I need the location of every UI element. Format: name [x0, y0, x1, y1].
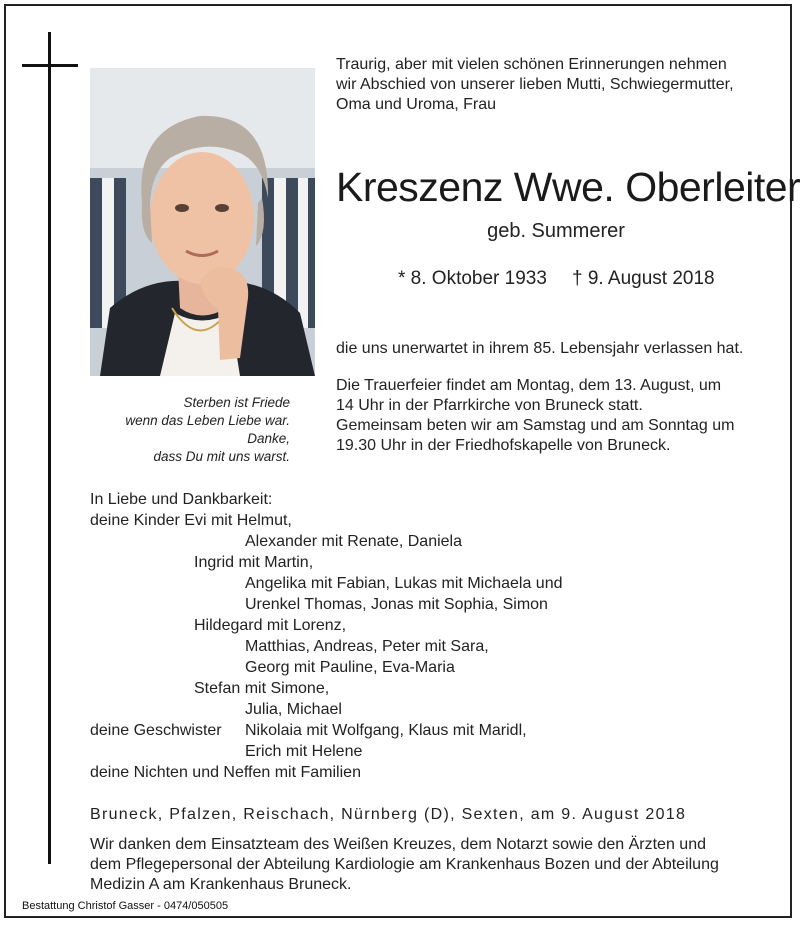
cross-icon-bar: [22, 64, 78, 67]
mourner-line: [90, 763, 780, 784]
thanks-line: dem Pflegepersonal der Abteilung Kardiologie am Krankenhaus Bozen und der Abteilung: [90, 856, 719, 873]
birth-date: * 8. Oktober 1933: [398, 268, 547, 289]
mourner-line: [90, 658, 780, 679]
mourner-group: deine Kinder Evi mit Helmut,: [90, 512, 292, 529]
places-date: Bruneck, Pfalzen, Reischach, Nürnberg (D), Sexten, am 9. August 2018: [90, 806, 687, 823]
mourner-names: Nikolaia mit Wolfgang, Klaus mit Maridl,: [245, 722, 527, 739]
portrait-illustration: [90, 68, 315, 376]
mourner-line: [90, 679, 780, 700]
mourner-names: Matthias, Andreas, Peter mit Sara,: [245, 638, 489, 655]
deceased-name: Kreszenz Wwe. Oberleiter: [336, 164, 800, 210]
intro-line: Oma und Uroma, Frau: [336, 96, 497, 113]
death-date: † 9. August 2018: [572, 268, 715, 289]
quote-line: Sterben ist Friede: [183, 395, 290, 410]
mourner-group: deine Geschwister: [90, 722, 222, 739]
mourner-line: [90, 532, 780, 553]
mourner-group: deine Nichten und Neffen mit Familien: [90, 764, 361, 781]
quote-line: wenn das Leben Liebe war.: [125, 413, 290, 428]
portrait-photo: [90, 68, 315, 376]
mourner-names: Alexander mit Renate, Daniela: [245, 533, 463, 550]
mourner-line: [90, 721, 780, 742]
mourner-line: [90, 700, 780, 721]
funeral-line: Die Trauerfeier findet am Montag, dem 13. August, um: [336, 377, 722, 394]
mourner-line: [90, 553, 780, 574]
quote-line: dass Du mit uns warst.: [153, 449, 290, 464]
mourners-list: [90, 490, 780, 784]
mourner-names: Erich mit Helene: [245, 743, 363, 760]
mourner-line: [90, 574, 780, 595]
mourner-line: [90, 511, 780, 532]
mourner-names: Urenkel Thomas, Jonas mit Sophia, Simon: [245, 596, 548, 613]
mourner-names: Julia, Michael: [245, 701, 342, 718]
mourner-names: Angelika mit Fabian, Lukas mit Michaela und: [245, 575, 563, 592]
departure-text: die uns unerwartet in ihrem 85. Lebensjahr verlassen hat.: [336, 340, 744, 357]
farewell-quote: [90, 394, 290, 466]
mourner-group: Stefan mit Simone,: [194, 680, 330, 697]
funeral-line: 14 Uhr in der Pfarrkirche von Bruneck statt.: [336, 397, 643, 414]
maiden-name: geb. Summerer: [487, 220, 625, 242]
mourners-heading: In Liebe und Dankbarkeit:: [90, 491, 273, 508]
quote-line: Danke,: [247, 431, 290, 446]
mourner-line: [90, 637, 780, 658]
mourner-line: [90, 616, 780, 637]
mourner-line: [90, 742, 780, 763]
funeral-info: [336, 376, 781, 456]
thanks-line: Wir danken dem Einsatzteam des Weißen Kreuzes, dem Notarzt sowie den Ärzten und: [90, 836, 706, 853]
funeral-line: 19.30 Uhr in der Friedhofskapelle von Bruneck.: [336, 437, 671, 454]
intro-line: Traurig, aber mit vielen schönen Erinnerungen nehmen: [336, 56, 727, 73]
cross-icon: [48, 32, 51, 864]
thanks-line: Medizin A am Krankenhaus Bruneck.: [90, 876, 352, 893]
mourner-group: Ingrid mit Martin,: [194, 554, 314, 571]
funeral-line: Gemeinsam beten wir am Samstag und am Sonntag um: [336, 417, 735, 434]
mourner-line: [90, 595, 780, 616]
funeral-home-credit: Bestattung Christof Gasser - 0474/050505: [22, 900, 229, 912]
intro-text: [336, 55, 776, 115]
intro-line: wir Abschied von unserer lieben Mutti, Schwiegermutter,: [336, 76, 734, 93]
thanks-text: [90, 835, 790, 895]
mourner-names: Georg mit Pauline, Eva-Maria: [245, 659, 455, 676]
mourner-group: Hildegard mit Lorenz,: [194, 617, 347, 634]
